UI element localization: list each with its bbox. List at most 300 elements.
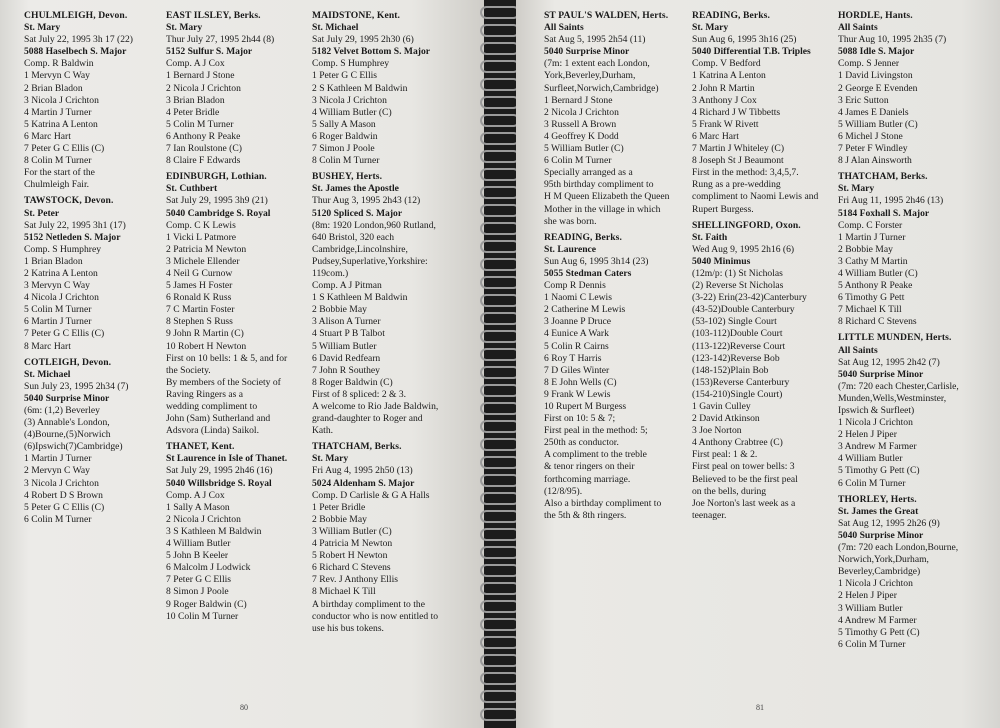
peal-line: Also a birthday compliment to (544, 497, 662, 509)
peal-line: 6 Colin M Turner (24, 513, 92, 525)
peal-line: 6 Richard C Stevens (312, 562, 391, 574)
peal-method: 5055 Stedman Caters (544, 267, 632, 279)
peal-date: Sat July 22, 1995 3h 17 (22) (24, 34, 133, 46)
peal-method: 5040 Minimus (692, 255, 751, 267)
peal-date: Sat July 29, 1995 3h9 (21) (166, 195, 268, 207)
peal-entry (24, 357, 156, 526)
peal-location: BUSHEY, Herts. (312, 171, 383, 183)
peal-line: 4 William Butler (838, 453, 903, 465)
binding-ring (480, 60, 520, 73)
binding-ring (480, 132, 520, 145)
peal-entry (24, 195, 156, 352)
peal-line: (103-112)Double Court (692, 328, 783, 340)
peal-line: 2 George E Evenden (838, 82, 918, 94)
peal-line: (6m: (1,2) Beverley (24, 405, 100, 416)
binding-ring (480, 582, 520, 595)
peal-location: THATCHAM, Berks. (312, 441, 402, 453)
binding-ring (480, 114, 520, 127)
peal-line: 3 William Butler (C) (312, 525, 392, 537)
left-column-1 (24, 10, 156, 530)
peal-method: 5088 Haselbech S. Major (24, 46, 127, 58)
peal-line: (154-210)Single Court) (692, 388, 783, 400)
peal-line: 1 Gavin Culley (692, 401, 751, 412)
peal-location: EDINBURGH, Lothian. (166, 171, 267, 183)
peal-line: 5 Robert H Newton (312, 550, 388, 562)
peal-line: 6 Ronald K Russ (166, 292, 232, 304)
peal-line: (7m: 720 each Chester,Carlisle, (838, 380, 959, 392)
peal-line: 8 Roger Baldwin (C) (312, 376, 393, 388)
peal-line: (148-152)Plain Bob (692, 364, 769, 376)
peal-line: 3 Russell A Brown (544, 118, 617, 130)
peal-location: THANET, Kent. (166, 441, 235, 453)
peal-line: 3 Mervyn C Way (24, 280, 90, 292)
binding-ring (480, 564, 520, 577)
peal-method: 5040 Surprise Minor (838, 368, 924, 380)
binding-ring (480, 510, 520, 523)
peal-entry (838, 10, 996, 167)
peal-line: Comp. A J Cox (166, 489, 225, 501)
peal-line: 5 Colin M Turner (166, 118, 234, 130)
peal-method: 5040 Willsbridge S. Royal (166, 477, 272, 489)
peal-line: 1 Brian Bladon (24, 255, 83, 267)
peal-line: 2 David Atkinson (692, 413, 760, 425)
peal-method: 5040 Surprise Minor (24, 392, 110, 404)
peal-line: First peal: 1 & 2. (692, 449, 758, 461)
peal-line: Comp R Dennis (544, 280, 606, 292)
peal-line: 1 Nicola J Crichton (838, 417, 913, 429)
peal-location: COTLEIGH, Devon. (24, 356, 112, 368)
peal-date: Sat Aug 12, 1995 2h42 (7) (838, 356, 940, 368)
peal-location: EAST ILSLEY, Berks. (166, 10, 261, 21)
peal-line: 1 David Livingston (838, 70, 913, 82)
peal-line: 8 Joseph St J Beaumont (692, 155, 784, 167)
peal-line: 5 Colin M Turner (24, 304, 92, 316)
peal-line: Comp. C Forster (838, 219, 903, 231)
peal-line: 3 Nicola J Crichton (24, 94, 99, 106)
binding-ring (480, 600, 520, 613)
peal-entry (312, 441, 480, 635)
peal-line: Comp. A J Cox (166, 58, 225, 70)
peal-location: LITTLE MUNDEN, Herts. (838, 332, 952, 344)
peal-line: (123-142)Reverse Bob (692, 352, 780, 364)
peal-date: Sat Aug 5, 1995 2h54 (11) (544, 34, 646, 46)
peal-line: 6 Marc Hart (692, 130, 739, 142)
peal-location: THATCHAM, Berks. (838, 171, 928, 183)
binding-ring (480, 438, 520, 451)
peal-line: 2 Catherine M Lewis (544, 304, 626, 316)
peal-method: 5088 Idle S. Major (838, 46, 915, 58)
peal-line: Cambridge,Lincolnshire, (312, 243, 408, 255)
peal-line: 95th birthday compliment to (544, 179, 654, 191)
binding-ring (480, 276, 520, 289)
peal-line: Kath. (312, 425, 334, 437)
left-column-3 (312, 10, 480, 639)
peal-location: HORDLE, Hants. (838, 10, 913, 21)
binding-ring (480, 474, 520, 487)
peal-line: grand-daughter to Roger and (312, 413, 423, 425)
peal-line: Chulmleigh Fair. (24, 179, 90, 191)
peal-line: 3 Brian Bladon (166, 94, 225, 106)
peal-line: 2 Katrina A Lenton (24, 267, 98, 279)
binding-ring (480, 42, 520, 55)
peal-line: Ipswich & Surfleet) (838, 405, 915, 416)
peal-line: 8 Claire F Edwards (166, 155, 241, 167)
peal-location: READING, Berks. (544, 231, 622, 243)
peal-line: 1 Bernard J Stone (544, 94, 613, 106)
peal-location: SHELLINGFORD, Oxon. (692, 219, 801, 231)
peal-line: conductor who is now entitled to (312, 610, 439, 622)
peal-line: 4 Andrew M Farmer (838, 614, 917, 626)
peal-location: READING, Berks. (692, 10, 770, 21)
peal-method: 5184 Foxhall S. Major (838, 207, 930, 219)
peal-line: 5 John B Keeler (166, 550, 229, 562)
binding-ring (480, 258, 520, 271)
peal-line: 4 Robert D S Brown (24, 489, 103, 501)
peal-method: 5152 Sulfur S. Major (166, 46, 253, 58)
right-page (516, 0, 1000, 728)
peal-line: 4 Eunice A Wark (544, 328, 609, 340)
peal-line: 6 Timothy G Pett (838, 292, 905, 304)
peal-dedication: St. Laurence (544, 243, 597, 255)
page-number: 81 (756, 703, 764, 712)
peal-entry (692, 10, 840, 216)
peal-date: Sun Aug 6, 1995 3h14 (23) (544, 255, 649, 267)
peal-line: 7 Michael K Till (838, 304, 902, 316)
binding-ring (480, 384, 520, 397)
right-column-3 (838, 10, 996, 655)
peal-date: Thur July 27, 1995 2h44 (8) (166, 34, 275, 46)
peal-line: 7 D Giles Winter (544, 364, 610, 376)
peal-method: 5182 Velvet Bottom S. Major (312, 46, 431, 58)
peal-line: 1 S Kathleen M Baldwin (312, 292, 408, 304)
peal-line: (3-22) Erin(23-42)Canterbury (692, 292, 807, 304)
peal-line: First peal in the method: 5; (544, 425, 648, 437)
peal-line: compliment to Naomi Lewis and (692, 191, 819, 203)
peal-line: 250th as conductor. (544, 437, 619, 449)
peal-entry (166, 10, 308, 167)
peal-line: 2 Nicola J Crichton (544, 106, 619, 118)
peal-line: 3 Anthony J Cox (692, 94, 757, 106)
left-page (0, 0, 484, 728)
peal-date: Fri Aug 11, 1995 2h46 (13) (838, 195, 944, 207)
peal-line: Norwich,York,Durham, (838, 554, 929, 566)
peal-entry (166, 441, 308, 622)
binding-ring (480, 168, 520, 181)
binding-ring (480, 96, 520, 109)
peal-line: 8 Marc Hart (24, 340, 71, 352)
peal-dedication: St. Michael (24, 368, 71, 380)
peal-line: 1 Nicola J Crichton (838, 578, 913, 590)
peal-entry (166, 171, 308, 437)
peal-dedication: St. James the Apostle (312, 183, 399, 195)
peal-dedication: St. Michael (312, 22, 359, 34)
peal-line: 5 Katrina A Lenton (24, 118, 98, 130)
peal-line: 7 John R Southey (312, 364, 380, 376)
peal-line: Comp. C K Lewis (166, 219, 236, 231)
peal-dedication: St. Mary (24, 22, 61, 34)
peal-line: 1 Vicki L Patmore (166, 231, 237, 243)
peal-line: 4 Richard J W Tibbetts (692, 106, 781, 118)
peal-line: 3 Cathy M Martin (838, 255, 908, 267)
peal-line: A birthday compliment to the (312, 598, 425, 610)
peal-entry (692, 220, 840, 522)
peal-line: Munden,Wells,Westminster, (838, 392, 947, 404)
peal-line: Rupert Burgess. (692, 203, 754, 215)
binding-ring (480, 492, 520, 505)
peal-line: 4 William Butler (166, 538, 231, 550)
peal-line: John (Sam) Sutherland and (166, 413, 271, 425)
peal-line: (6)Ipswich(7)Cambridge) (24, 441, 123, 453)
peal-method: 5024 Aldenham S. Major (312, 477, 415, 489)
peal-line: (7m: 720 each London,Bourne, (838, 542, 959, 554)
binding-ring (480, 546, 520, 559)
peal-line: 6 Anthony R Peake (166, 130, 241, 142)
peal-date: Sun July 23, 1995 2h34 (7) (24, 380, 129, 392)
peal-line: H M Queen Elizabeth the Queen (544, 191, 670, 203)
peal-line: 4 Martin J Turner (24, 106, 92, 118)
peal-dedication: St. James the Great (838, 505, 919, 517)
peal-line: 5 William Butler (312, 340, 377, 352)
peal-line: 6 Michel J Stone (838, 130, 903, 142)
peal-line: Pudsey,Superlative,Yorkshire: (312, 255, 428, 267)
peal-dedication: St. Mary (692, 22, 729, 34)
peal-line: 5 Sally A Mason (312, 118, 376, 130)
peal-entry (544, 232, 690, 522)
peal-line: 5 William Butler (C) (544, 143, 624, 155)
peal-line: 1 Peter Bridle (312, 501, 366, 513)
peal-date: Thur Aug 3, 1995 2h43 (12) (312, 195, 421, 207)
peal-method: 5040 Differential T.B. Triples (692, 46, 811, 58)
binding-ring (480, 690, 520, 703)
peal-line: 5 Timothy G Pett (C) (838, 626, 920, 638)
binding-ring (480, 6, 520, 19)
peal-line: 3 Nicola J Crichton (312, 94, 387, 106)
peal-date: Sat Aug 12, 1995 2h26 (9) (838, 517, 940, 529)
peal-entry (838, 171, 996, 328)
peal-location: THORLEY, Herts. (838, 493, 917, 505)
peal-line: 3 Alison A Turner (312, 316, 381, 328)
peal-line: Surfleet,Norwich,Cambridge) (544, 82, 659, 94)
peal-line: 5 Peter G C Ellis (C) (24, 501, 105, 513)
peal-line: 5 Anthony R Peake (838, 280, 913, 292)
peal-line: 7 Ian Roulstone (C) (166, 143, 242, 155)
right-column-2 (692, 10, 840, 526)
peal-line: 2 John R Martin (692, 82, 755, 94)
peal-dedication: St. Faith (692, 231, 728, 243)
peal-line: 9 Roger Baldwin (C) (166, 598, 247, 610)
peal-dedication: St. Cuthbert (166, 183, 218, 195)
peal-line: 1 Martin J Turner (24, 453, 92, 465)
peal-date: Sat July 22, 1995 3h1 (17) (24, 219, 126, 231)
binding-ring (480, 366, 520, 379)
peal-line: First on 10 bells: 1 & 5, and for (166, 352, 288, 364)
peal-line: 6 Martin J Turner (24, 316, 92, 328)
binding-ring (480, 312, 520, 325)
peal-line: 3 S Kathleen M Baldwin (166, 525, 262, 537)
peal-line: First peal on tower bells: 3 (692, 461, 795, 473)
peal-dedication: St. Mary (166, 22, 203, 34)
peal-line: (113-122)Reverse Court (692, 340, 786, 352)
peal-method: 5040 Cambridge S. Royal (166, 207, 271, 219)
peal-line: 2 Nicola J Crichton (166, 82, 241, 94)
peal-line: & tenor ringers on their (544, 461, 635, 473)
peal-line: 3 William Butler (838, 602, 903, 614)
peal-method: 5040 Surprise Minor (544, 46, 630, 58)
binding-ring (480, 528, 520, 541)
peal-line: 2 Bobbie May (312, 304, 367, 316)
binding-ring (480, 420, 520, 433)
peal-line: 3 Andrew M Farmer (838, 441, 917, 453)
peal-dedication: St. Mary (838, 183, 875, 195)
peal-line: First of 8 spliced: 2 & 3. (312, 388, 407, 400)
peal-line: 4 Peter Bridle (166, 106, 220, 118)
peal-line: 10 Colin M Turner (166, 610, 239, 622)
left-column-2 (166, 10, 308, 627)
peal-line: Beverley,Cambridge) (838, 566, 921, 578)
peal-dedication: All Saints (838, 22, 878, 34)
peal-line: 2 Helen J Piper (838, 429, 897, 441)
peal-line: Comp. V Bedford (692, 58, 761, 70)
peal-entry (312, 171, 480, 437)
peal-line: A compliment to the treble (544, 449, 647, 461)
peal-line: use his bus tokens. (312, 622, 384, 634)
peal-line: 1 Mervyn C Way (24, 70, 90, 82)
peal-line: 6 Colin M Turner (544, 155, 612, 167)
peal-line: 6 Colin M Turner (838, 477, 906, 489)
peal-entry (24, 10, 156, 191)
peal-entry (838, 494, 996, 651)
peal-line: 5 Frank W Rivett (692, 118, 759, 130)
peal-line: (12m/p: (1) St Nicholas (692, 267, 783, 279)
peal-line: 5 William Butler (C) (838, 118, 918, 130)
peal-line: Believed to be the first peal (692, 473, 798, 485)
peal-line: 8 Michael K Till (312, 586, 376, 598)
peal-line: 640 Bristol, 320 each (312, 231, 395, 243)
peal-line: 7 Peter G C Ellis (166, 574, 232, 586)
peal-date: Thur Aug 10, 1995 2h35 (7) (838, 34, 947, 46)
peal-line: 2 Bobbie May (312, 513, 367, 525)
peal-line: Joe Norton's last week as a (692, 497, 796, 509)
peal-line: 1 Martin J Turner (838, 231, 906, 243)
peal-line: 1 Peter G C Ellis (312, 70, 378, 82)
binding-ring (480, 636, 520, 649)
peal-line: (153)Reverse Canterbury (692, 376, 790, 388)
peal-line: 4 Geoffrey K Dodd (544, 130, 619, 142)
peal-line: 3 Joanne P Druce (544, 316, 612, 328)
spiral-binding (484, 0, 516, 728)
peal-line: (43-52)Double Canterbury (692, 304, 795, 316)
peal-line: 4 Anthony Crabtree (C) (692, 437, 783, 449)
binding-ring (480, 330, 520, 343)
peal-line: 4 Stuart P B Talbot (312, 328, 385, 340)
peal-dedication: St Laurence in Isle of Thanet. (166, 453, 288, 465)
peal-line: 10 Robert H Newton (166, 340, 247, 352)
peal-line: 6 Malcolm J Lodwick (166, 562, 251, 574)
peal-date: Sat July 29, 1995 2h30 (6) (312, 34, 414, 46)
peal-location: MAIDSTONE, Kent. (312, 10, 401, 21)
right-column-1 (544, 10, 690, 526)
peal-line: 7 Simon J Poole (312, 143, 375, 155)
peal-line: 6 Colin M Turner (838, 638, 906, 650)
peal-line: 7 Peter G C Ellis (C) (24, 328, 105, 340)
peal-line: 2 Nicola J Crichton (166, 513, 241, 525)
peal-line: 1 Sally A Mason (166, 501, 230, 513)
peal-method: 5120 Spliced S. Major (312, 207, 403, 219)
peal-line: Comp. S Humphrey (312, 58, 390, 70)
peal-line: Comp. S Humphrey (24, 243, 102, 255)
binding-ring (480, 78, 520, 91)
peal-line: 9 John R Martin (C) (166, 328, 244, 340)
binding-ring (480, 222, 520, 235)
peal-line: 2 Patricia M Newton (166, 243, 247, 255)
peal-line: 8 Stephen S Russ (166, 316, 233, 328)
peal-line: 8 Richard C Stevens (838, 316, 917, 328)
peal-line: 4 William Butler (C) (312, 106, 392, 118)
peal-line: 8 J Alan Ainsworth (838, 155, 912, 167)
peal-line: 6 David Redfearn (312, 352, 381, 364)
page-number: 80 (240, 703, 248, 712)
peal-date: Sat July 29, 1995 2h46 (16) (166, 465, 273, 477)
peal-line: A welcome to Rio Jade Baldwin, (312, 401, 439, 412)
peal-line: Comp. R Baldwin (24, 58, 94, 70)
peal-entry (544, 10, 690, 228)
peal-line: the Society. (166, 364, 211, 376)
peal-line: she was born. (544, 215, 597, 227)
peal-line: 1 Katrina A Lenton (692, 70, 766, 82)
peal-line: Comp. A J Pitman (312, 280, 382, 292)
peal-line: 8 Colin M Turner (24, 155, 92, 167)
binding-ring (480, 708, 520, 721)
peal-line: 3 Michele Ellender (166, 255, 240, 267)
peal-line: wedding compliment to (166, 401, 258, 412)
binding-ring (480, 348, 520, 361)
peal-line: Specially arranged as a (544, 167, 633, 179)
peal-line: 2 Mervyn C Way (24, 465, 90, 477)
peal-dedication: St. Mary (312, 453, 349, 465)
peal-line: (12/8/95). (544, 485, 583, 497)
binding-ring (480, 654, 520, 667)
peal-line: Mother in the village in which (544, 203, 661, 215)
peal-line: 6 Roy T Harris (544, 352, 602, 364)
binding-ring (480, 204, 520, 217)
peal-line: First on 10: 5 & 7; (544, 413, 616, 425)
peal-line: 7 Peter F Windley (838, 143, 908, 155)
peal-location: TAWSTOCK, Devon. (24, 195, 114, 207)
binding-ring (480, 672, 520, 685)
peal-line: 6 Roger Baldwin (312, 130, 378, 142)
peal-line: 119com.) (312, 267, 349, 279)
peal-line: on the bells, during (692, 485, 767, 497)
peal-method: 5152 Netleden S. Major (24, 231, 121, 243)
peal-line: 2 Bobbie May (838, 243, 893, 255)
peal-entry (838, 332, 996, 489)
peal-line: (3) Annable's London, (24, 417, 110, 429)
peal-line: By members of the Society of (166, 376, 281, 388)
peal-line: 4 Neil G Curnow (166, 267, 233, 279)
peal-line: (53-102) Single Court (692, 316, 777, 328)
peal-line: 7 Rev. J Anthony Ellis (312, 574, 398, 586)
peal-date: Sun Aug 6, 1995 3h16 (25) (692, 34, 797, 46)
peal-entry (312, 10, 480, 167)
peal-line: 1 Bernard J Stone (166, 70, 235, 82)
binding-ring (480, 294, 520, 307)
peal-line: 4 James E Daniels (838, 106, 909, 118)
peal-line: 3 Nicola J Crichton (24, 477, 99, 489)
peal-line: the 5th & 8th ringers. (544, 509, 627, 521)
peal-line: York,Beverley,Durham, (544, 70, 636, 82)
peal-line: 8 Simon J Poole (166, 586, 229, 598)
peal-line: 10 Rupert M Burgess (544, 401, 627, 412)
